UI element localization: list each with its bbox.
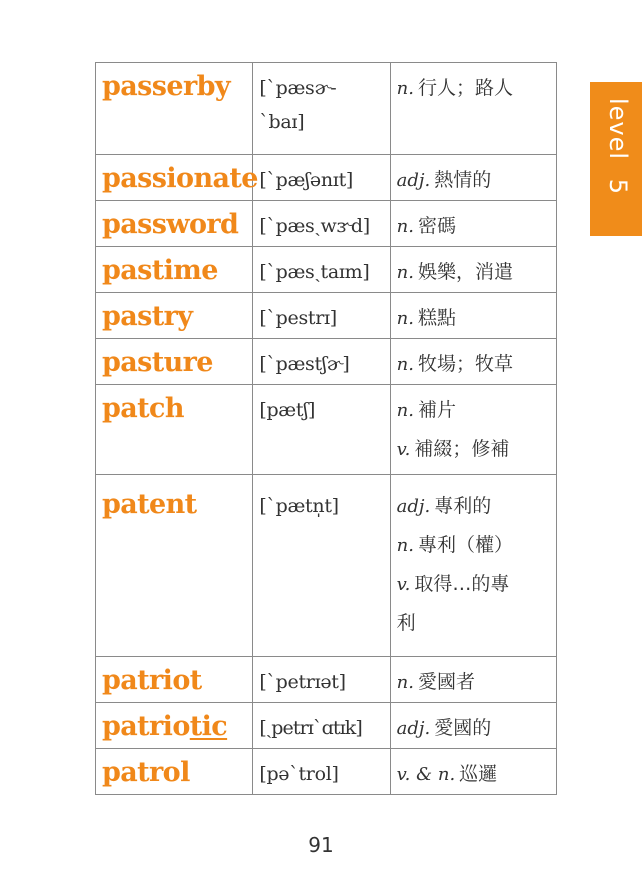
definition-line: [397, 391, 556, 430]
definition-cell: [390, 339, 556, 385]
definition-text: 專利的: [434, 495, 492, 517]
pronunciation: [ˋpæsɚ- ˋbaɪ]: [259, 77, 337, 133]
part-of-speech: adj.: [396, 170, 431, 191]
level-side-tab: [590, 82, 642, 236]
definition-cell: [390, 749, 556, 795]
word-cell: [96, 63, 253, 155]
definition-line: [397, 709, 556, 748]
part-of-speech: v.: [396, 574, 411, 595]
table-row: [96, 201, 557, 247]
definition-line: [397, 161, 556, 200]
table-row: [96, 63, 557, 155]
definition-cell: [390, 63, 556, 155]
definition-line: [397, 253, 556, 292]
part-of-speech: v.: [396, 439, 411, 460]
word-cell: [96, 247, 253, 293]
ipa-cell: [253, 339, 390, 385]
definition-text: 娛樂，消遣: [417, 261, 513, 283]
pronunciation: [ˋpæsˏtaɪm]: [259, 261, 370, 283]
headword: patch: [102, 393, 184, 424]
definition-cell: [390, 703, 556, 749]
definition-cell: [390, 201, 556, 247]
definition-cell: [390, 475, 556, 657]
pronunciation: [ˋpæsˏwɝd]: [259, 215, 370, 237]
ipa-cell: [253, 63, 390, 155]
definition-text: 密碼: [417, 215, 456, 237]
definition-text: 補片: [417, 399, 456, 421]
part-of-speech: adj.: [396, 496, 431, 517]
word-cell: [96, 155, 258, 201]
word-cell: [96, 339, 253, 385]
table-row: [96, 657, 557, 703]
definition-cell: [390, 155, 556, 201]
page-number: 91: [308, 833, 334, 857]
definition-line: [397, 526, 556, 565]
headword-prefix: patrio: [102, 711, 190, 742]
definition-cell: [390, 657, 556, 703]
table-row: [96, 155, 557, 201]
pronunciation: [pəˋtrol]: [259, 763, 339, 785]
ipa-cell: [253, 657, 390, 703]
ipa-cell: [253, 201, 390, 247]
word-cell: [96, 657, 253, 703]
definition-text: 專利（權）: [417, 534, 513, 556]
ipa-cell: [253, 293, 390, 339]
definition-text: 牧場；牧草: [417, 353, 513, 375]
ipa-cell: [253, 385, 390, 475]
pronunciation: [ˋpæstʃɚ]: [259, 353, 350, 375]
part-of-speech: n.: [396, 354, 414, 375]
definition-text: 巡邏: [459, 763, 498, 785]
part-of-speech: n.: [396, 400, 414, 421]
headword: pastry: [102, 301, 193, 332]
definition-line: [397, 487, 556, 526]
part-of-speech: n.: [396, 672, 414, 693]
word-cell: [96, 475, 253, 657]
table-row: [96, 703, 557, 749]
definition-text: 愛國的: [434, 717, 492, 739]
definition-text: 愛國者: [417, 671, 475, 693]
pronunciation: [ˋpæʃənɪt]: [259, 169, 354, 191]
table-row: [96, 475, 557, 657]
headword: passerby: [102, 71, 230, 102]
headword: password: [102, 209, 239, 240]
ipa-cell: [253, 155, 390, 201]
ipa-cell: [253, 703, 390, 749]
definition-text: 糕點: [417, 307, 456, 329]
table-row: [96, 385, 557, 475]
headword: [96, 703, 252, 747]
definition-cell: [390, 385, 556, 475]
part-of-speech: n.: [396, 535, 414, 556]
word-cell: [96, 749, 253, 795]
level-tab-label: level 5: [604, 98, 632, 195]
definition-text: 行人；路人: [417, 77, 513, 99]
definition-line: [397, 207, 556, 246]
part-of-speech: n.: [396, 78, 414, 99]
definition-line: [397, 663, 556, 702]
word-cell: [96, 293, 253, 339]
definition-text: 熱情的: [434, 169, 492, 191]
pronunciation: [ˋpestrɪ]: [259, 307, 337, 329]
headword: patrol: [102, 757, 190, 788]
headword-underlined-part: tic: [189, 711, 228, 742]
definition-line: [397, 565, 556, 604]
part-of-speech: n.: [396, 308, 414, 329]
definition-line: [397, 604, 556, 642]
ipa-cell: [253, 475, 390, 657]
pronunciation: [ˋpetrɪət]: [259, 671, 346, 693]
ipa-cell: [253, 247, 390, 293]
definition-text: 補綴；修補: [414, 438, 510, 460]
part-of-speech: n.: [396, 262, 414, 283]
definition-text: 利: [396, 612, 416, 634]
definition-cell: [390, 293, 556, 339]
headword: patent: [102, 489, 197, 520]
definition-text: 取得…的專: [414, 573, 510, 595]
vocabulary-table: [95, 62, 557, 795]
part-of-speech: adj.: [396, 718, 431, 739]
part-of-speech: v. & n.: [396, 764, 456, 785]
definition-cell: [390, 247, 556, 293]
definition-line: [397, 69, 556, 108]
word-cell: [96, 201, 253, 247]
headword: passionate: [102, 163, 258, 194]
headword: patriot: [102, 665, 202, 696]
table-row: [96, 293, 557, 339]
ipa-cell: [253, 749, 390, 795]
word-cell: [96, 703, 253, 749]
word-cell: [96, 385, 253, 475]
part-of-speech: n.: [396, 216, 414, 237]
pronunciation: [ˏpetrɪˋɑtɪk]: [259, 717, 362, 739]
pronunciation: [pætʃ]: [259, 399, 316, 421]
table-row: [96, 339, 557, 385]
table-row: [96, 749, 557, 795]
table-row: [96, 247, 557, 293]
headword: pasture: [102, 347, 213, 378]
definition-line: [397, 430, 556, 469]
pronunciation: [ˋpætn̩t]: [259, 495, 339, 517]
definition-line: [397, 345, 556, 384]
headword: pastime: [102, 255, 218, 286]
definition-line: [397, 299, 556, 338]
definition-line: [397, 755, 556, 794]
